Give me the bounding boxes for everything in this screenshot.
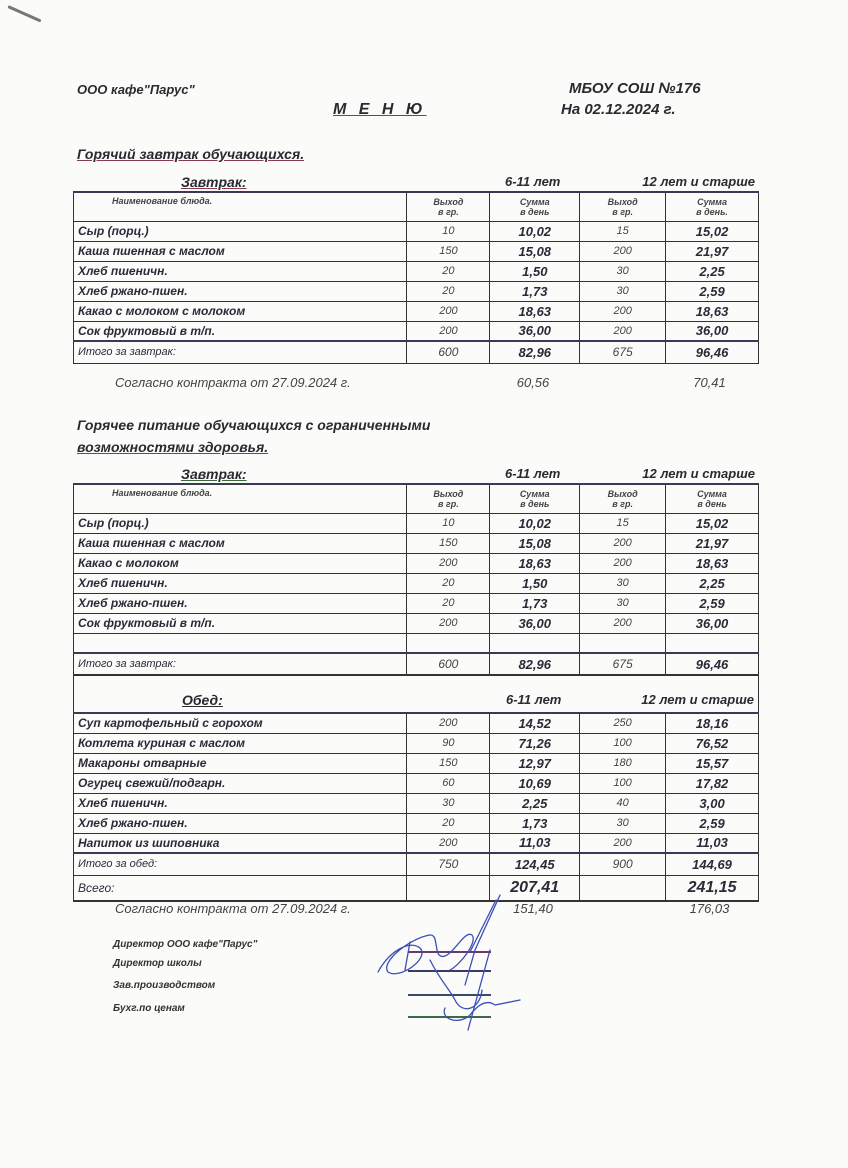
contract-value-2: 176,03 xyxy=(689,901,730,916)
dish-name: Каша пшенная с маслом xyxy=(74,241,407,261)
sum-1: 11,03 xyxy=(490,833,580,853)
contract-label: Согласно контракта от 27.09.2024 г. xyxy=(115,901,351,916)
contract-label: Согласно контракта от 27.09.2024 г. xyxy=(115,375,351,390)
sum-2: 17,82 xyxy=(666,773,759,793)
table-row xyxy=(74,833,759,853)
age-group-2: 12 лет и старше xyxy=(642,466,755,481)
meal-label: Обед: xyxy=(182,692,223,708)
dish-name: Напиток из шиповника xyxy=(74,833,407,853)
table-header-row xyxy=(74,192,759,221)
organization-name: ООО кафе"Парус" xyxy=(77,82,195,97)
sum-2: 36,00 xyxy=(666,613,759,633)
sum-2: 15,57 xyxy=(666,753,759,773)
yield-1: 200 xyxy=(407,553,490,573)
signature-role-production-head: Зав.производством xyxy=(113,980,216,991)
yield-2: 200 xyxy=(580,533,666,553)
dish-name: Суп картофельный с горохом xyxy=(74,713,407,733)
age-group-1: 6-11 лет xyxy=(505,466,561,481)
col-name-header: Наименование блюда. xyxy=(74,192,407,221)
age-group-2: 12 лет и старше xyxy=(642,174,755,189)
sum-2: 21,97 xyxy=(666,533,759,553)
yield-1: 20 xyxy=(407,281,490,301)
sum-1: 15,08 xyxy=(490,533,580,553)
table-row xyxy=(74,753,759,773)
breakfast-total-row xyxy=(74,653,759,675)
sum-2: 2,59 xyxy=(666,593,759,613)
yield-2: 30 xyxy=(580,281,666,301)
sum-2: 2,59 xyxy=(666,281,759,301)
table-row xyxy=(74,533,759,553)
total-yield-2: 675 xyxy=(580,341,666,363)
yield-1: 200 xyxy=(407,613,490,633)
age-group-1: 6-11 лет xyxy=(505,174,561,189)
yield-1: 20 xyxy=(407,573,490,593)
dish-name: Хлеб пшеничн. xyxy=(74,793,407,813)
yield-1: 200 xyxy=(407,713,490,733)
total-sum-2: 144,69 xyxy=(666,853,759,875)
yield-2: 30 xyxy=(580,573,666,593)
grand-total-sum-1: 207,41 xyxy=(490,875,580,901)
table-row xyxy=(74,793,759,813)
dish-name: Какао с молоком xyxy=(74,553,407,573)
yield-1: 200 xyxy=(407,301,490,321)
table-row xyxy=(74,513,759,533)
dish-name: Каша пшенная с маслом xyxy=(74,533,407,553)
total-sum-1: 82,96 xyxy=(490,341,580,363)
yield-2: 200 xyxy=(580,613,666,633)
yield-2: 200 xyxy=(580,833,666,853)
sum-1: 71,26 xyxy=(490,733,580,753)
sum-2: 2,25 xyxy=(666,261,759,281)
sum-2: 2,59 xyxy=(666,813,759,833)
total-row xyxy=(74,341,759,363)
table-row xyxy=(74,553,759,573)
signature-role-accountant: Бухг.по ценам xyxy=(113,1003,185,1014)
sum-1: 2,25 xyxy=(490,793,580,813)
yield-1: 20 xyxy=(407,813,490,833)
empty-row xyxy=(74,633,759,653)
sum-1: 1,50 xyxy=(490,261,580,281)
school-name: МБОУ СОШ №176 xyxy=(569,80,701,97)
sum-1: 10,69 xyxy=(490,773,580,793)
sum-1: 12,97 xyxy=(490,753,580,773)
yield-2: 15 xyxy=(580,221,666,241)
table-row xyxy=(74,301,759,321)
total-sum-2: 96,46 xyxy=(666,341,759,363)
section1-title: Горячий завтрак обучающихся. xyxy=(77,146,305,162)
yield-2: 30 xyxy=(580,813,666,833)
meal-label: Завтрак: xyxy=(181,466,247,482)
table-row xyxy=(74,573,759,593)
yield-1: 30 xyxy=(407,793,490,813)
yield-1: 10 xyxy=(407,221,490,241)
sum-1: 1,50 xyxy=(490,573,580,593)
sum-1: 1,73 xyxy=(490,813,580,833)
yield-1: 20 xyxy=(407,261,490,281)
yield-1: 150 xyxy=(407,753,490,773)
col-name-header: Наименование блюда. xyxy=(74,484,407,513)
table-header-row xyxy=(74,484,759,513)
section2-title-line2: возможностями здоровья. xyxy=(77,439,269,455)
dish-name: Хлеб ржано-пшен. xyxy=(74,593,407,613)
sum-1: 18,63 xyxy=(490,301,580,321)
signature-role-cafe-director: Директор ООО кафе"Парус" xyxy=(113,939,258,950)
table-row xyxy=(74,261,759,281)
dish-name: Хлеб пшеничн. xyxy=(74,573,407,593)
dish-name: Котлета куриная с маслом xyxy=(74,733,407,753)
total-yield-2: 900 xyxy=(580,853,666,875)
col-sum2-header: Сумма в день. xyxy=(666,192,759,221)
yield-2: 200 xyxy=(580,553,666,573)
yield-2: 30 xyxy=(580,593,666,613)
sum-1: 18,63 xyxy=(490,553,580,573)
col-sum2-header: Сумма в день xyxy=(666,484,759,513)
sum-1: 15,08 xyxy=(490,241,580,261)
yield-2: 200 xyxy=(580,321,666,341)
dish-name: Макароны отварные xyxy=(74,753,407,773)
sum-2: 15,02 xyxy=(666,221,759,241)
col-yield2-header: Выход в гр. xyxy=(580,192,666,221)
lunch-caption-row xyxy=(74,675,759,713)
yield-2: 30 xyxy=(580,261,666,281)
yield-1: 90 xyxy=(407,733,490,753)
dish-name: Какао с молоком с молоком xyxy=(74,301,407,321)
yield-2: 15 xyxy=(580,513,666,533)
contract-value-1: 151,40 xyxy=(513,901,553,916)
yield-2: 180 xyxy=(580,753,666,773)
sum-1: 10,02 xyxy=(490,221,580,241)
sum-2: 36,00 xyxy=(666,321,759,341)
section2-title-line1: Горячее питание обучающихся с ограниченными xyxy=(77,417,431,433)
signature-role-school-director: Директор школы xyxy=(113,958,202,969)
yield-1: 150 xyxy=(407,241,490,261)
sum-2: 18,63 xyxy=(666,301,759,321)
total-sum-2: 96,46 xyxy=(666,653,759,675)
sum-2: 76,52 xyxy=(666,733,759,753)
yield-2: 100 xyxy=(580,733,666,753)
table-row xyxy=(74,221,759,241)
total-label: Итого за обед: xyxy=(74,853,407,875)
sum-1: 14,52 xyxy=(490,713,580,733)
dish-name: Огурец свежий/подгарн. xyxy=(74,773,407,793)
section1-contract-row xyxy=(73,375,759,393)
sum-2: 11,03 xyxy=(666,833,759,853)
total-label: Итого за завтрак: xyxy=(74,653,407,675)
total-yield-1: 600 xyxy=(407,341,490,363)
dish-name: Сок фруктовый в т/п. xyxy=(74,321,407,341)
sum-1: 1,73 xyxy=(490,593,580,613)
col-sum1-header: Сумма в день xyxy=(490,484,580,513)
section2-table xyxy=(73,483,759,902)
yield-1: 150 xyxy=(407,533,490,553)
table-row xyxy=(74,281,759,301)
dish-name: Хлеб пшеничн. xyxy=(74,261,407,281)
yield-2: 200 xyxy=(580,301,666,321)
table-row xyxy=(74,773,759,793)
table-row xyxy=(74,593,759,613)
yield-2: 200 xyxy=(580,241,666,261)
section1-breakfast-caption xyxy=(73,174,759,192)
col-yield2-header: Выход в гр. xyxy=(580,484,666,513)
table-row xyxy=(74,613,759,633)
sum-1: 1,73 xyxy=(490,281,580,301)
age-group-2: 12 лет и старше xyxy=(641,692,754,707)
total-label: Итого за завтрак: xyxy=(74,341,407,363)
total-sum-1: 124,45 xyxy=(490,853,580,875)
yield-1: 60 xyxy=(407,773,490,793)
sum-1: 10,02 xyxy=(490,513,580,533)
table-row xyxy=(74,733,759,753)
sum-1: 36,00 xyxy=(490,321,580,341)
sum-2: 18,63 xyxy=(666,553,759,573)
dish-name: Хлеб ржано-пшен. xyxy=(74,813,407,833)
sum-2: 21,97 xyxy=(666,241,759,261)
menu-date: На 02.12.2024 г. xyxy=(561,101,676,118)
handwritten-signature-icon xyxy=(370,890,530,1035)
sum-2: 3,00 xyxy=(666,793,759,813)
yield-2: 250 xyxy=(580,713,666,733)
yield-1: 20 xyxy=(407,593,490,613)
dish-name: Сыр (порц.) xyxy=(74,221,407,241)
dish-name: Сок фруктовый в т/п. xyxy=(74,613,407,633)
yield-2: 40 xyxy=(580,793,666,813)
table-row xyxy=(74,813,759,833)
grand-total-sum-2: 241,15 xyxy=(666,875,759,901)
dish-name: Сыр (порц.) xyxy=(74,513,407,533)
total-yield-1: 600 xyxy=(407,653,490,675)
page-title: М Е Н Ю xyxy=(333,101,427,118)
contract-value-2: 70,41 xyxy=(693,375,726,390)
col-yield1-header: Выход в гр. xyxy=(407,192,490,221)
table-row xyxy=(74,713,759,733)
yield-1: 200 xyxy=(407,833,490,853)
scan-mark xyxy=(7,5,41,22)
total-sum-1: 82,96 xyxy=(490,653,580,675)
section2-breakfast-caption xyxy=(73,466,759,484)
total-yield-1: 750 xyxy=(407,853,490,875)
col-yield1-header: Выход в гр. xyxy=(407,484,490,513)
contract-value-1: 60,56 xyxy=(516,375,550,390)
grand-total-label: Всего: xyxy=(74,875,407,901)
lunch-total-row xyxy=(74,853,759,875)
table-row xyxy=(74,241,759,261)
sum-1: 36,00 xyxy=(490,613,580,633)
age-group-1: 6-11 лет xyxy=(506,692,562,707)
table-row xyxy=(74,321,759,341)
yield-1: 200 xyxy=(407,321,490,341)
col-sum1-header: Сумма в день xyxy=(490,192,580,221)
sum-2: 15,02 xyxy=(666,513,759,533)
sum-2: 2,25 xyxy=(666,573,759,593)
yield-1: 10 xyxy=(407,513,490,533)
dish-name: Хлеб ржано-пшен. xyxy=(74,281,407,301)
section1-breakfast-table xyxy=(73,191,759,364)
meal-label: Завтрак: xyxy=(181,174,247,190)
yield-2: 100 xyxy=(580,773,666,793)
sum-2: 18,16 xyxy=(666,713,759,733)
total-yield-2: 675 xyxy=(580,653,666,675)
